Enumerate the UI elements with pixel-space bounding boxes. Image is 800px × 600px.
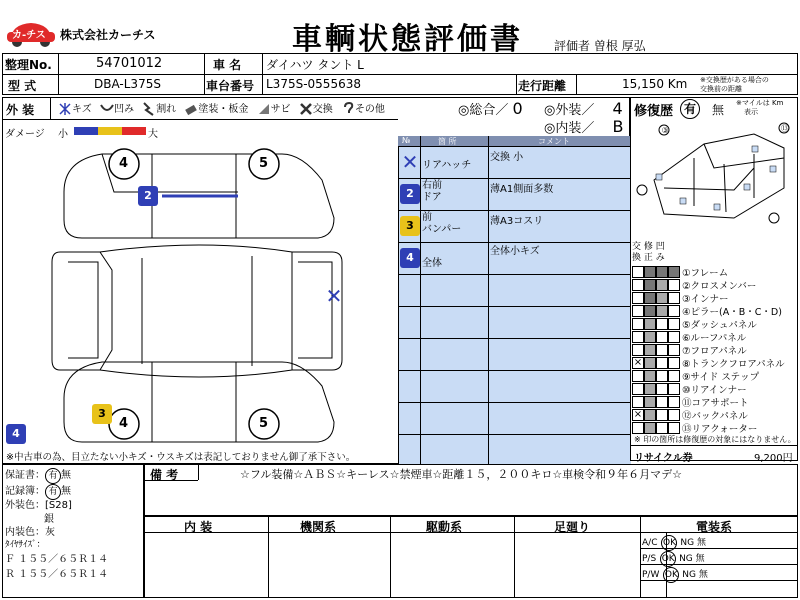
col-comment: コメント	[538, 137, 570, 146]
frame-cell[interactable]	[656, 409, 668, 421]
frame-cell[interactable]	[656, 370, 668, 382]
frame-cell[interactable]	[656, 383, 668, 395]
exterior-label: 外 装	[6, 103, 35, 117]
frame-cell[interactable]: ×	[633, 409, 643, 420]
tire-mark-rear-left: 5	[259, 416, 269, 431]
frame-item: ⑨サイド ステップ	[682, 372, 760, 383]
hoshou-yes: 有	[45, 468, 61, 484]
company-name: 株式会社カーチス	[60, 28, 156, 42]
cat-kikan: 機関系	[300, 520, 337, 534]
cat-ashimawari: 足廻り	[554, 520, 591, 534]
frame-cell[interactable]	[668, 383, 680, 395]
logo-text: カ-チス	[12, 30, 46, 41]
legend-sonota: その他	[354, 104, 385, 115]
frame-cell[interactable]: ×	[633, 357, 643, 368]
row-2-place: 右前 ドア	[422, 180, 442, 203]
frame-cell[interactable]	[632, 266, 644, 278]
frame-cell[interactable]	[632, 396, 644, 408]
inspector: 評価者 曽根 厚弘	[554, 39, 646, 53]
row-1-place: リアハッチ	[422, 160, 472, 171]
seiri-label: 整理No.	[5, 58, 52, 72]
frame-footnote: ※ 印の箇所は修復歴の対象にはなりません。	[634, 435, 796, 444]
kiroku: 記録簿： 有 無	[5, 482, 71, 500]
frame-cell[interactable]	[668, 409, 680, 421]
frame-cell[interactable]	[656, 331, 668, 343]
damage-table-header	[398, 136, 630, 146]
recycle-label: リサイクル券	[634, 453, 693, 464]
table-row-line	[398, 146, 630, 147]
frame-cell[interactable]	[644, 305, 656, 317]
frame-cell[interactable]	[644, 383, 656, 395]
tire-rear: Ｒ １５５／６５Ｒ１４	[5, 569, 109, 580]
katashiki-value: DBA-L375S	[94, 77, 161, 91]
frame-cell[interactable]	[656, 266, 668, 278]
frame-cell[interactable]	[668, 305, 680, 317]
exterior-grade: ◎外装／ 4	[544, 99, 623, 118]
tire-mark-rear-right: 5	[259, 156, 269, 171]
scratch-icon	[58, 102, 72, 116]
row-4-mark: 4	[400, 248, 420, 268]
frame-cell[interactable]	[668, 318, 680, 330]
row-1-comment: 交換 小	[490, 152, 524, 163]
mile-note-1: ※マイルは Km	[736, 99, 784, 107]
col-no: №	[402, 136, 411, 145]
shamei-label: 車 名	[213, 58, 242, 72]
frame-item: ②クロスメンバー	[682, 281, 757, 292]
shadai-label: 車台番号	[206, 79, 255, 93]
row-1-mark: ✕	[401, 150, 419, 174]
tire-front: Ｆ １５５／６５Ｒ１４	[5, 554, 109, 565]
frame-cell[interactable]	[644, 422, 656, 434]
frame-cell[interactable]	[668, 292, 680, 304]
frame-cell[interactable]	[632, 279, 644, 291]
total-value: 0	[512, 99, 523, 118]
row-2-comment: 薄A1側面多数	[490, 184, 554, 195]
shamei-value: ダイハツ タント L	[266, 58, 364, 72]
kyori-value: 15,150 Km	[622, 77, 688, 91]
table-row-line	[398, 402, 630, 403]
frame-item: ⑥ルーフパネル	[682, 333, 747, 344]
page-title: 車輌状態評価書	[292, 22, 523, 57]
crack-icon	[142, 102, 156, 116]
damage-scale	[74, 127, 146, 135]
frame-item: ③インナー	[682, 294, 729, 305]
recycle-value: 9,200円	[754, 453, 793, 464]
table-row-line	[398, 434, 630, 435]
hoshou: 保証書： 有 無	[5, 466, 71, 484]
frame-cell[interactable]	[644, 266, 656, 278]
damage-mark-4-all: 4	[6, 424, 26, 444]
damage-mark-3-bumper: 3	[92, 404, 112, 424]
frame-item: ⑩リアインナー	[682, 385, 747, 396]
table-row-line	[398, 210, 630, 211]
frame-item: ⑦フロアパネル	[682, 346, 747, 357]
dent-icon	[100, 102, 114, 116]
frame-cell[interactable]	[632, 305, 644, 317]
table-row-line	[398, 178, 630, 179]
frame-cell[interactable]	[644, 292, 656, 304]
elec-ac: A/C OK NG 無	[642, 535, 706, 551]
repair-yes: 有	[680, 99, 700, 119]
elec-ps: P/S OK NG 無	[642, 551, 705, 567]
frame-item: ⑫バックパネル	[682, 411, 748, 422]
damage-mark-2-door: 2	[138, 186, 158, 206]
seiri-value: 54701012	[96, 56, 163, 71]
frame-cell[interactable]	[668, 331, 680, 343]
paint-icon	[184, 102, 198, 116]
tire-label: ﾀｲﾔｻｲｽﾞ：	[5, 540, 46, 550]
legend-koukan: 交換	[312, 104, 333, 115]
legend	[58, 100, 385, 116]
frame-cell[interactable]	[644, 279, 656, 291]
frame-cell[interactable]	[668, 266, 680, 278]
bikou-label: 備 考	[150, 468, 179, 482]
col-place: 箇 所	[438, 137, 457, 146]
exterior-footnote: ※中古車の為、目立たない小キズ・ウスキズは表記しておりません御了承下さい。	[6, 452, 356, 463]
frame-item: ⑪コアサポート	[682, 398, 749, 409]
frame-cell[interactable]	[644, 409, 656, 421]
cat-kudou: 駆動系	[426, 520, 463, 534]
frame-cell[interactable]	[644, 396, 656, 408]
frame-item: ⑤ダッシュパネル	[682, 320, 757, 331]
legend-kizu: キズ	[72, 104, 92, 115]
frame-cell[interactable]	[632, 370, 644, 382]
tire-mark-front-right: 4	[119, 156, 129, 171]
frame-cell[interactable]	[632, 318, 644, 330]
row-3-place: 前 バンパー	[422, 212, 462, 235]
frame-item: ①フレーム	[682, 268, 729, 279]
frame-cell[interactable]	[656, 344, 668, 356]
svg-text:③: ③	[661, 126, 669, 135]
row-3-mark: 3	[400, 216, 420, 236]
gaisouiro-value: 銀	[44, 514, 54, 525]
frame-cell[interactable]	[632, 422, 644, 434]
frame-cell[interactable]	[656, 292, 668, 304]
kiroku-yes: 有	[45, 484, 61, 500]
frame-cell[interactable]	[668, 344, 680, 356]
svg-text:⑬: ⑬	[781, 124, 789, 133]
legend-ware: 割れ	[156, 104, 177, 115]
exchange-icon	[299, 102, 313, 116]
damage-small: 小	[58, 129, 68, 140]
frame-cell[interactable]	[644, 344, 656, 356]
kyori-label: 走行距離	[518, 79, 567, 93]
frame-cell[interactable]	[656, 357, 668, 369]
damage-label: ダメージ	[5, 129, 45, 140]
frame-cell[interactable]	[644, 357, 656, 369]
frame-col-head: 交 修 凹 換 正 み	[632, 242, 665, 263]
repair-label: 修復歴	[634, 104, 674, 119]
frame-cell[interactable]	[632, 331, 644, 343]
frame-cell[interactable]	[656, 318, 668, 330]
bikou-text: ☆フル装備☆ＡＢＳ☆キーレス☆禁煙車☆距離１５，２００キロ☆車検令和９年６月マデ☆	[240, 468, 683, 481]
frame-cell[interactable]	[668, 370, 680, 382]
frame-cell[interactable]	[668, 422, 680, 434]
frame-item: ④ピラー(A・B・C・D)	[682, 307, 782, 318]
frame-cell[interactable]	[656, 305, 668, 317]
table-row-line	[398, 338, 630, 339]
frame-cell[interactable]	[644, 370, 656, 382]
cat-naisou: 内 装	[184, 520, 213, 534]
row-4-comment: 全体小キズ	[490, 246, 540, 257]
frame-cell[interactable]	[656, 396, 668, 408]
frame-diagram	[634, 118, 796, 236]
interior-value: B	[612, 117, 624, 136]
damage-large: 大	[148, 129, 158, 140]
kyori-note-1: ※交換歴がある場合の	[700, 76, 769, 84]
frame-cell[interactable]	[656, 422, 668, 434]
repair-no: 無	[712, 103, 725, 117]
elec-pw: P/W OK NG 無	[642, 567, 708, 583]
legend-sabi: サビ	[270, 104, 291, 115]
exterior-value: 4	[612, 99, 623, 118]
frame-cell[interactable]	[632, 292, 644, 304]
naisouiro: 内装色：灰	[5, 527, 55, 538]
company-logo	[4, 18, 58, 48]
frame-cell[interactable]	[656, 279, 668, 291]
frame-cell[interactable]	[632, 383, 644, 395]
frame-cell[interactable]	[632, 344, 644, 356]
cat-denso: 電装系	[696, 520, 733, 534]
other-icon	[341, 102, 355, 116]
rust-icon	[257, 102, 271, 116]
table-row-line	[398, 370, 630, 371]
mile-note-2: 表示	[744, 108, 758, 116]
frame-item: ⑧トランクフロアパネル	[682, 359, 785, 370]
table-row-line	[398, 306, 630, 307]
interior-grade: ◎内装／ B	[544, 117, 624, 136]
frame-cell[interactable]	[644, 318, 656, 330]
tire-mark-front-left: 4	[119, 416, 129, 431]
frame-cell[interactable]	[644, 331, 656, 343]
table-row-line	[398, 274, 630, 275]
shadai-value: L375S-0555638	[266, 77, 361, 91]
row-2-mark: 2	[400, 184, 420, 204]
gaisouiro: 外装色：[S28]	[5, 500, 72, 511]
katashiki-label: 型 式	[8, 79, 37, 93]
row-4-place: 全体	[422, 258, 442, 269]
frame-cell[interactable]	[668, 357, 680, 369]
kyori-note-2: 交換前の距離	[700, 85, 742, 93]
row-3-comment: 薄A3コスリ	[490, 216, 544, 227]
damage-mark-x-hatch: ✕	[325, 284, 343, 308]
total-grade: ◎総合／ 0	[458, 99, 523, 118]
frame-item: ⑬リアクォーター	[682, 424, 758, 435]
frame-cell[interactable]	[668, 279, 680, 291]
legend-tosou: 塗装・板金	[198, 104, 249, 115]
frame-cell[interactable]	[668, 396, 680, 408]
legend-hekomi: 凹み	[114, 104, 134, 115]
